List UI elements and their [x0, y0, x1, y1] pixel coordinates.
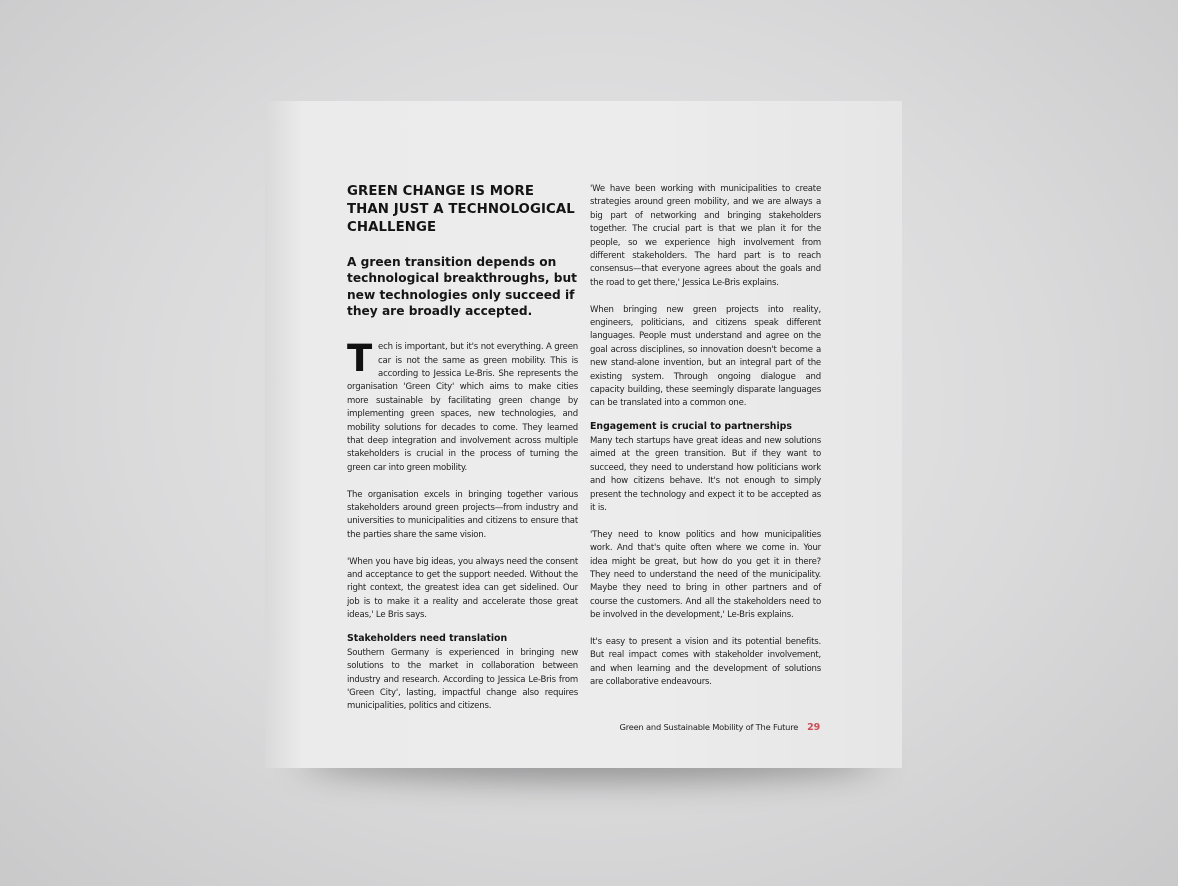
- paragraph-4: Southern Germany is experienced in bringing new solutions to the market in collaboration between industry and research. According to Jessica Le-Bris from 'Green City', lasting, impactful change also requires municipalities, politics and citizens.: [347, 647, 578, 712]
- subheading-stakeholders: Stakeholders need translation: [347, 632, 508, 644]
- magazine-page: [265, 101, 902, 768]
- drop-cap: T: [347, 337, 373, 381]
- page-number: 29: [807, 722, 820, 733]
- paragraph-8: 'They need to know politics and how municipalities work. And that's quite often where we come in. Your idea might be great, but how do you get it in there? They need to understand the need of the municipality. Maybe they need to bring in other partners and of course the customers. And all the stakeholders need to be involved in the development,' Le-Bris explains.: [590, 529, 821, 621]
- paragraph-3: 'When you have big ideas, you always need the consent and acceptance to get the support needed. Without the right context, the greatest idea can get sidelined. Our job is to make it a reality and accelerate those great ideas,' Le Bris says.: [347, 556, 578, 621]
- paragraph-1-text: ech is important, but it's not everything. A green car is not the same as green mobility. This is according to Jessica Le-Bris. She represents the organisation 'Green City' which aims to make cities more sustainable by facilitating green change by implementing green spaces, new technologies, and mobility solutions for decades to come. They learned that deep integration and involvement across multiple stakeholders is crucial in the process of turning the green car into green mobility.: [347, 342, 578, 473]
- left-column: [347, 183, 578, 714]
- article-lead: A green transition depends on technological breakthroughs, but new technologies only succeed if they are broadly accepted.: [347, 255, 578, 318]
- paragraph-1: [347, 337, 578, 475]
- right-column: [590, 183, 821, 690]
- publication-title: Green and Sustainable Mobility of The Future: [619, 722, 799, 732]
- page-footer: [619, 722, 820, 733]
- paragraph-7: Many tech startups have great ideas and new solutions aimed at the green transition. But if they want to succeed, they need to understand how politicians work and how citizens behave. It's not enough to simply present the technology and expect it to be accepted as it is.: [590, 435, 821, 513]
- paragraph-5: 'We have been working with municipalities to create strategies around green mobility, and we are always a big part of networking and bringing stakeholders together. The crucial part is that we plan it for the people, so we experience high involvement from different stakeholders. The hard part is to reach consensus—that everyone agrees about the goals and the road to get there,' Jessica Le-Bris explains.: [590, 184, 821, 288]
- subheading-engagement: Engagement is crucial to partnerships: [590, 420, 792, 432]
- paragraph-6: When bringing new green projects into reality, engineers, politicians, and citizens speak different languages. People must understand and agree on the goal across disciplines, so innovation doesn't become a new stand-alone invention, but an integral part of the existing system. Through ongoing dialogue and capacity building, these seemingly disparate languages can be translated into a common one.: [590, 304, 821, 409]
- paragraph-9: It's easy to present a vision and its potential benefits. But real impact comes with stakeholder involvement, and when learning and the development of solutions are collaborative endeavours.: [590, 636, 821, 688]
- article-title: GREEN CHANGE IS MORE THAN JUST A TECHNOLOGICAL CHALLENGE: [347, 184, 575, 235]
- paragraph-2: The organisation excels in bringing together various stakeholders around green projects—from industry and universities to municipalities and citizens to ensure that the parties share the same vision.: [347, 489, 578, 540]
